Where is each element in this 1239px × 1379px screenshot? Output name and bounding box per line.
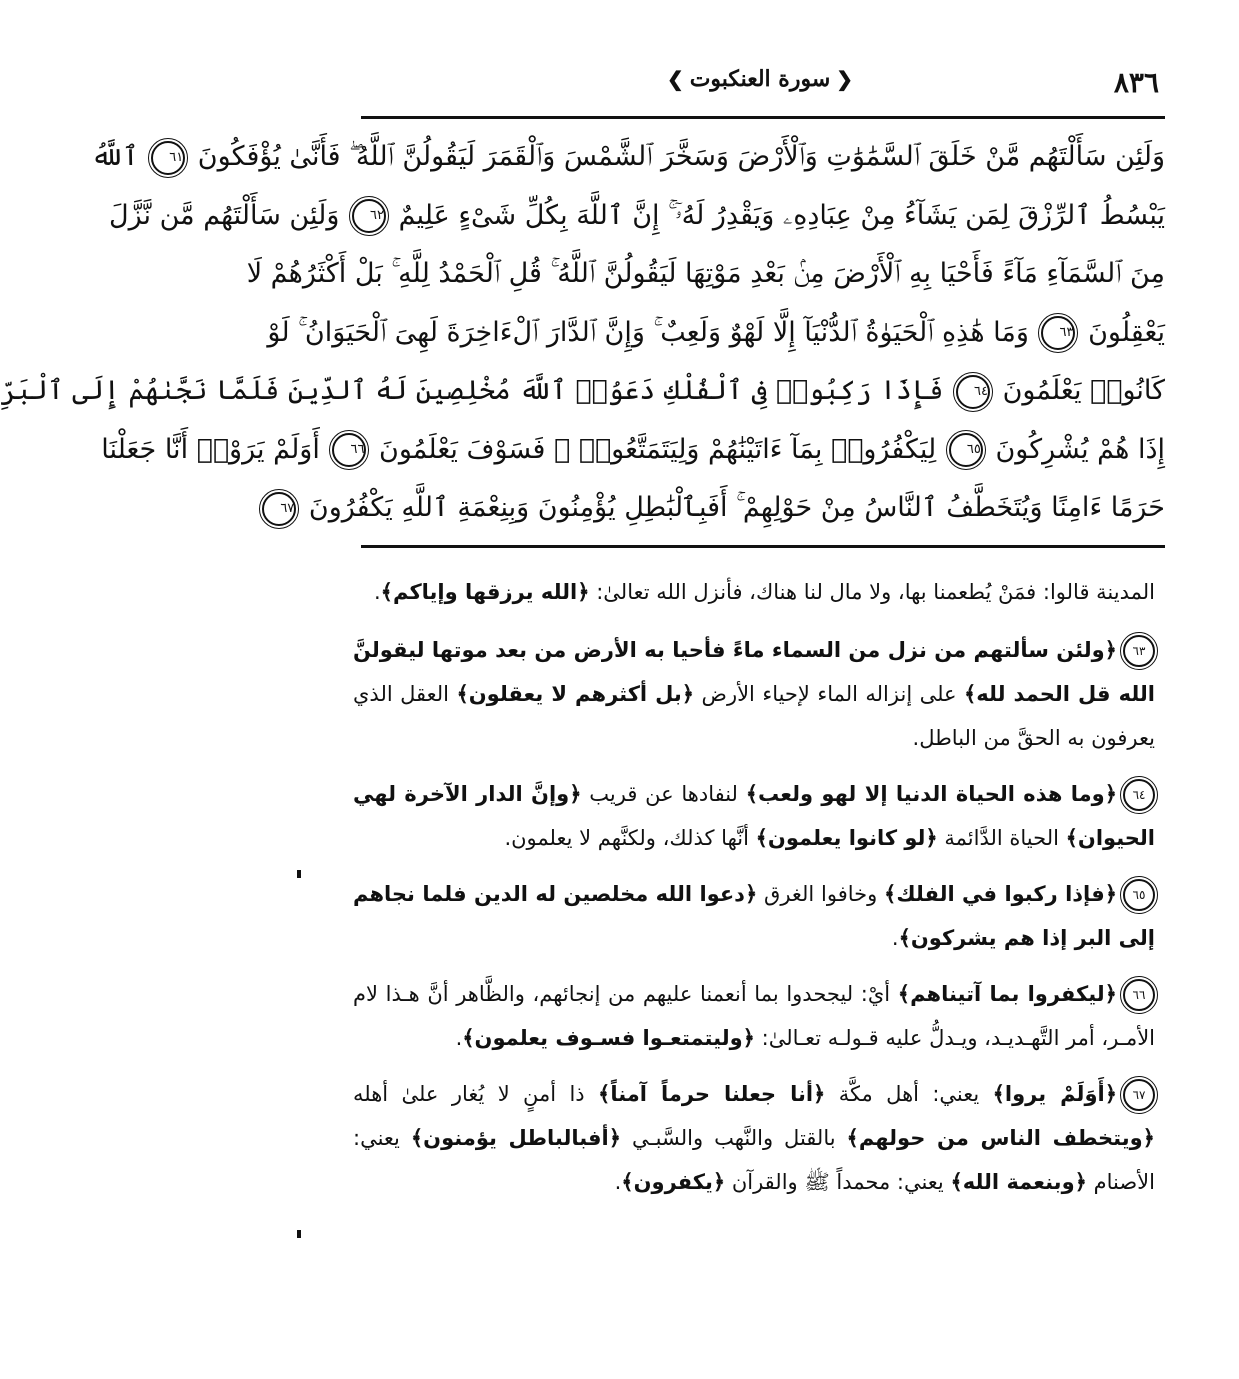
ayah-number-marker: ٦٢: [352, 199, 386, 233]
tafsir-text: يعني: أهل مكَّة: [825, 1082, 993, 1106]
tafsir-text: أنَّها كذلك، ولكنَّهم لا يعلمون.: [504, 826, 756, 850]
quote-text: ﴿الله يرزقها وإياكم﴾: [380, 580, 590, 604]
tafsir-text: الحياة الدَّائمة: [937, 826, 1066, 850]
quran-line-tail: وَمَا هَٰذِهِ ٱلْحَيَوٰةُ ٱلدُّنْيَآ إِلَّا لَهْوٌ وَلَعِبٌ ۚ وَإِنَّ ٱلدَّارَ ٱلْءَاخِرَةَ لَهِىَ ٱلْحَيَوَانُ ۚ لَوْ: [267, 316, 1029, 348]
quran-line-tail: لِيَكْفُرُوا۟ بِمَآ ءَاتَيْنَٰهُمْ وَلِيَتَمَتَّعُوا۟ ۖ فَسَوْفَ يَعْلَمُونَ: [379, 433, 937, 465]
quran-line-text: مِنَ ٱلسَّمَآءِ مَآءً فَأَحْيَا بِهِ ٱلْأَرْضَ مِنۢ بَعْدِ مَوْتِهَا لَيَقُولُنَّ ٱللَّهُ ۚ قُلِ ٱلْحَمْدُ لِلَّهِ ۚ بَلْ أَكْثَرُهُمْ لَا: [246, 258, 1165, 289]
quote-text: ﴿وليتمتعـوا فسـوف يعلمون﴾: [462, 1026, 755, 1050]
ayah-number-marker: ٦٣: [1041, 316, 1075, 350]
quote-text: ﴿وما هذه الحياة الدنيا إلا لهو ولعب﴾: [745, 782, 1118, 806]
tafsir-block: [353, 570, 1155, 1216]
quote-text: ﴿ويتخطف الناس من حولهم﴾: [846, 1126, 1155, 1150]
quran-line-text: إِذَا هُمْ يُشْرِكُونَ: [995, 433, 1165, 465]
quote-text: ﴿أنا جعلنا حرماً آمناً﴾: [598, 1082, 826, 1106]
quote-text: ﴿بل أكثرهم لا يعقلون﴾: [456, 682, 695, 706]
margin-mark: [297, 1230, 301, 1238]
tafsir-paragraph-66: [353, 972, 1155, 1060]
quran-line-text: وَلَئِن سَأَلْتَهُم مَّنْ خَلَقَ ٱلسَّمَٰوَٰتِ وَٱلْأَرْضَ وَسَخَّرَ ٱلشَّمْسَ وَٱلْقَمَرَ لَيَقُولُنَّ ٱللَّهُ ۖ فَأَنَّىٰ يُؤْفَكُونَ: [197, 141, 1165, 172]
tafsir-text: .: [455, 1026, 463, 1050]
tafsir-text: .: [891, 926, 899, 950]
tafsir-paragraph-63: [353, 628, 1155, 760]
quran-line-text: يَعْقِلُونَ: [1088, 316, 1165, 348]
quote-text: ﴿ليكفروا بما آتيناهم﴾: [897, 982, 1117, 1006]
quran-line: [101, 421, 1165, 480]
quran-line: [0, 362, 1165, 421]
ornament-close-icon: ❯: [666, 67, 684, 91]
quran-line: [91, 128, 1165, 187]
page-number: ٨٣٦: [1113, 66, 1159, 99]
tafsir-paragraph-67: [353, 1072, 1155, 1204]
header-divider: [361, 116, 1165, 119]
quran-line: [267, 304, 1165, 363]
quran-text-block: [0, 128, 1165, 538]
tafsir-text: .: [614, 1170, 622, 1194]
quran-line: [246, 245, 1165, 304]
tafsir-paragraph-65: [353, 872, 1155, 960]
quran-line-text: حَرَمًا ءَامِنًا وَيُتَخَطَّفُ ٱلنَّاسُ مِنْ حَوْلِهِمْ ۚ أَفَبِٱلْبَٰطِلِ يُؤْمِنُونَ وَبِنِعْمَةِ ٱللَّهِ يَكْفُرُونَ: [308, 492, 1165, 523]
quote-text: ﴿يكفرون﴾: [621, 1170, 726, 1194]
surah-title: [351, 66, 1169, 92]
quran-line-tail: وَلَئِن سَأَلْتَهُم مَّن نَّزَّلَ: [108, 199, 340, 231]
tafsir-paragraph-64: [353, 772, 1155, 860]
verse-number-badge: ٦٦: [1123, 979, 1155, 1011]
quote-text: ﴿وإنَّ الدار الآخرة لهي الحيوان﴾: [353, 782, 1155, 850]
quote-text: ﴿فإذا ركبوا في الفلك﴾: [884, 882, 1117, 906]
verse-number-badge: ٦٣: [1123, 635, 1155, 667]
tafsir-text: المدينة قالوا: فمَنْ يُطعمنا بها، ولا مال لنا هناك، فأنزل الله تعالىٰ:: [589, 580, 1155, 604]
quote-text: ﴿لو كانوا يعلمون﴾: [755, 826, 938, 850]
section-divider: [361, 545, 1165, 548]
quran-line-text: كَانُوا۟ يَعْلَمُونَ: [1002, 375, 1165, 406]
ayah-number-marker: ٦٥: [949, 433, 983, 467]
tafsir-text: على إنزاله الماء لإحياء الأرض: [694, 682, 964, 706]
quran-line-text: أَوَلَمْ يَرَوْا۟ أَنَّا جَعَلْنَا: [101, 433, 320, 465]
ayah-number-marker: ٦٧: [262, 492, 296, 526]
quran-line-tail: فَإِذَا رَكِبُوا۟ فِى ٱلْفُلْكِ دَعَوُا۟ ٱللَّهَ مُخْلِصِينَ لَهُ ٱلدِّينَ فَلَمَّا نَجَّىٰهُمْ إِلَى ٱلْبَرِّ: [0, 375, 944, 406]
quran-line: [280, 479, 1165, 538]
quote-text: ﴿دعوا الله مخلصين له الدين فلما نجاهم إلى البر إذا هم يشركون﴾: [353, 882, 1155, 950]
tafsir-text: .: [373, 580, 381, 604]
tafsir-text: وخافوا الغرق: [757, 882, 885, 906]
tafsir-text: أيْ: ليجحدوا بما أنعمنا عليهم من إنجائهم، والظَّاهر أنَّ هـذا لام الأمـر، أمر التَّهـديـد، ويـدلُّ عليه قـولـه تعـالىٰ:: [353, 982, 1155, 1050]
quran-line-tail: ٱللَّهُ: [91, 141, 139, 172]
tafsir-intro-paragraph: [353, 570, 1155, 614]
tafsir-text: العقل الذي يعرفون به الحقَّ من الباطل.: [353, 682, 1155, 750]
ayah-number-marker: ٦٦: [332, 433, 366, 467]
verse-number-badge: ٦٧: [1123, 1079, 1155, 1111]
tafsir-text: بالقتل والنَّهب والسَّبـي: [621, 1126, 847, 1150]
ayah-number-marker: ٦١: [151, 141, 185, 175]
quote-text: ﴿أَوَلَمْ يروا﴾: [992, 1082, 1118, 1106]
ornament-open-icon: ❮: [836, 67, 854, 91]
surah-title-text: سورة العنكبوت: [689, 66, 831, 92]
verse-number-badge: ٦٤: [1123, 779, 1155, 811]
page-header: [351, 60, 1169, 110]
ayah-number-marker: ٦٤: [956, 375, 990, 409]
tafsir-text: ذا أمنٍ لا يُغار علىٰ أهله: [353, 1082, 599, 1106]
quote-text: ﴿وبنعمة الله﴾: [950, 1170, 1087, 1194]
quote-text: ﴿أفبالباطل يؤمنون﴾: [410, 1126, 622, 1150]
quran-line-text: يَبْسُطُ ٱلرِّزْقَ لِمَن يَشَآءُ مِنْ عِبَادِهِۦ وَيَقْدِرُ لَهُۥٓ ۚ إِنَّ ٱللَّهَ بِكُلِّ شَىْءٍ عَلِيمٌ: [398, 199, 1165, 231]
tafsir-text: يعني: الأصنام: [353, 1126, 1155, 1194]
margin-mark: [297, 870, 301, 878]
verse-number-badge: ٦٥: [1123, 879, 1155, 911]
quran-line: [108, 187, 1165, 246]
quote-text: ﴿ولئن سألتهم من نزل من السماء ماءً فأحيا به الأرض من بعد موتها ليقولنَّ الله قل الحمد لله﴾: [353, 638, 1156, 706]
tafsir-text: يعني: محمداً ﷺ والقرآن: [725, 1170, 951, 1194]
tafsir-text: لنفادها عن قريب: [581, 782, 746, 806]
